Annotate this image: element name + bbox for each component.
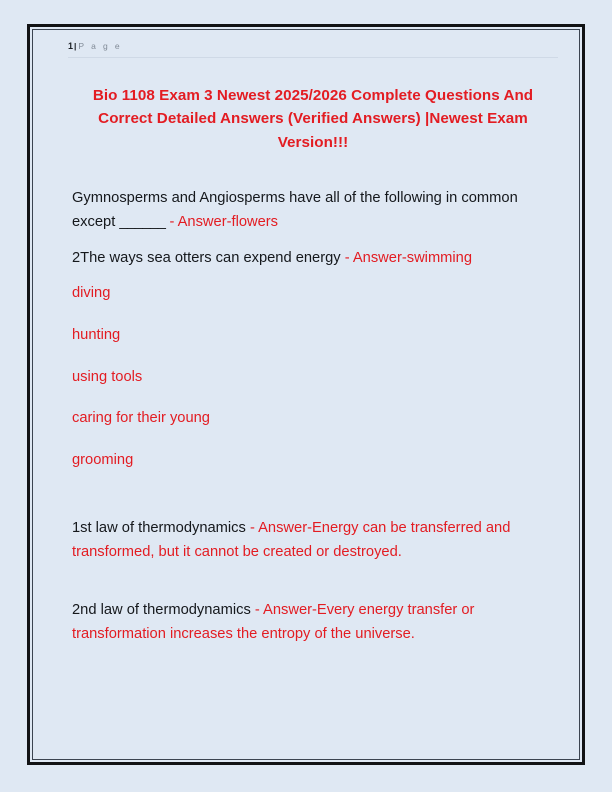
document-body: [68, 187, 558, 647]
question-3-block: [72, 517, 546, 565]
document-page-frame: [27, 24, 585, 765]
paragraph-spacer-1: [72, 491, 546, 517]
question-4-text: 2nd law of thermodynamics: [72, 602, 255, 619]
document-page-inner: [30, 27, 582, 762]
question-2-option-4: grooming: [72, 452, 134, 469]
running-header: [68, 41, 558, 58]
question-2-option-0: diving: [72, 284, 111, 301]
document-title: Bio 1108 Exam 3 Newest 2025/2026 Complete Questions And Correct Detailed Answers (Verified Answers) |Newest Exam Version!!!: [92, 87, 534, 151]
question-2-block: [72, 247, 546, 271]
page-header-label: P a g e: [78, 41, 122, 51]
question-1-blank: ______: [119, 213, 166, 230]
question-2-text: 2The ways sea otters can expend energy: [72, 249, 341, 266]
page-header-separator: |: [74, 41, 77, 51]
question-1-block: [72, 187, 546, 235]
paragraph-spacer-2: [72, 577, 546, 599]
question-2-option-1: hunting: [72, 326, 121, 343]
question-2-answer: - Answer-swimming: [340, 249, 473, 266]
question-3-text: 1st law of thermodynamics: [72, 520, 250, 537]
question-1-answer: - Answer-flowers: [165, 213, 279, 230]
question-3-answer: - Answer-Energy can be transferred and transformed, but it cannot be created or destroyed.: [72, 520, 511, 561]
question-4-answer: - Answer-Every energy transfer or transformation increases the entropy of the universe.: [72, 602, 475, 643]
question-4-block: [72, 599, 546, 647]
page-number: 1: [68, 41, 74, 51]
question-2-option-2: using tools: [72, 368, 143, 385]
question-1-text: Gymnosperms and Angiosperms have all of the following in common except: [72, 189, 518, 230]
question-2-option-3: caring for their young: [72, 410, 210, 427]
